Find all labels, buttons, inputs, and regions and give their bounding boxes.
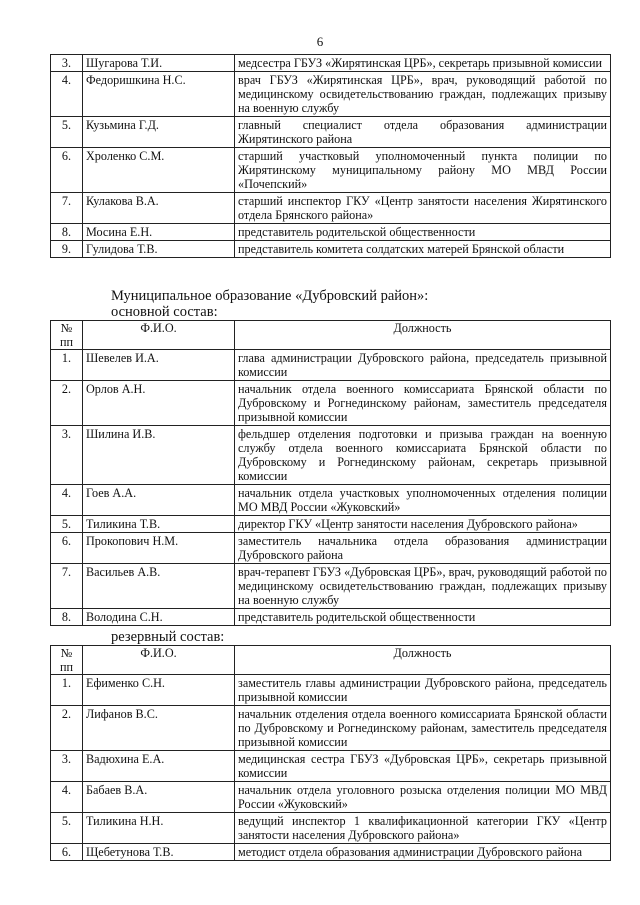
member-position: врач ГБУЗ «Жирятинская ЦРБ», врач, руководящий работой по медицинскому освидетельствованию граждан, подлежащих призыву на военную службу <box>235 72 611 117</box>
member-position: представитель родительской общественности <box>235 609 611 626</box>
row-number: 2. <box>51 381 83 426</box>
table-row <box>51 193 611 224</box>
member-name: Бабаев В.А. <box>83 782 235 813</box>
member-name: Кулакова В.А. <box>83 193 235 224</box>
header-name: Ф.И.О. <box>83 321 235 350</box>
table-row <box>51 72 611 117</box>
member-name: Гоев А.А. <box>83 485 235 516</box>
member-position: глава администрации Дубровского района, председатель призывной комиссии <box>235 350 611 381</box>
reserve-composition-heading: резервный состав: <box>111 629 225 645</box>
row-number: 2. <box>51 706 83 751</box>
reserve-composition-table <box>50 645 611 861</box>
row-number: 5. <box>51 117 83 148</box>
row-number: 3. <box>51 55 83 72</box>
row-number: 8. <box>51 609 83 626</box>
member-name: Орлов А.Н. <box>83 381 235 426</box>
municipality-heading: Муниципальное образование «Дубровский район»: <box>111 288 429 304</box>
row-number: 1. <box>51 675 83 706</box>
row-number: 8. <box>51 224 83 241</box>
member-position: заместитель начальника отдела образования администрации Дубровского района <box>235 533 611 564</box>
member-position: врач-терапевт ГБУЗ «Дубровская ЦРБ», врач, руководящий работой по медицинскому освидетельствованию граждан, подлежащих призыву на военную службу <box>235 564 611 609</box>
member-position: представитель комитета солдатских матерей Брянской области <box>235 241 611 258</box>
member-position: медицинская сестра ГБУЗ «Дубровская ЦРБ», секретарь призывной комиссии <box>235 751 611 782</box>
member-position: медсестра ГБУЗ «Жирятинская ЦРБ», секретарь призывной комиссии <box>235 55 611 72</box>
table-row <box>51 706 611 751</box>
table-row <box>51 675 611 706</box>
table-row <box>51 381 611 426</box>
member-name: Шугарова Т.И. <box>83 55 235 72</box>
table-header-row <box>51 321 611 350</box>
member-name: Хроленко С.М. <box>83 148 235 193</box>
table-header-row <box>51 646 611 675</box>
member-position: старший участковый уполномоченный пункта полиции по Жирятинскому муниципальному району МО МВД России «Почепский» <box>235 148 611 193</box>
row-number: 9. <box>51 241 83 258</box>
member-position: директор ГКУ «Центр занятости населения Дубровского района» <box>235 516 611 533</box>
header-position: Должность <box>235 646 611 675</box>
member-name: Васильев А.В. <box>83 564 235 609</box>
member-position: ведущий инспектор 1 квалификационной категории ГКУ «Центр занятости населения Дубровского района» <box>235 813 611 844</box>
table-body <box>51 350 611 626</box>
row-number: 3. <box>51 426 83 485</box>
table-row <box>51 241 611 258</box>
main-composition-table <box>50 320 611 626</box>
table-row <box>51 751 611 782</box>
member-position: главный специалист отдела образования администрации Жирятинского района <box>235 117 611 148</box>
table-row <box>51 148 611 193</box>
row-number: 7. <box>51 193 83 224</box>
table-row <box>51 516 611 533</box>
member-name: Прокопович Н.М. <box>83 533 235 564</box>
member-position: начальник отдела участковых уполномоченных отделения полиции МО МВД России «Жуковский» <box>235 485 611 516</box>
member-name: Ефименко С.Н. <box>83 675 235 706</box>
member-name: Тиликина Т.В. <box>83 516 235 533</box>
table-row <box>51 426 611 485</box>
row-number: 3. <box>51 751 83 782</box>
header-position: Должность <box>235 321 611 350</box>
table-row <box>51 55 611 72</box>
member-position: начальник отделения отдела военного комиссариата Брянской области по Дубровскому и Рогнединскому районам, заместитель председателя призывной комиссии <box>235 706 611 751</box>
table-row <box>51 224 611 241</box>
header-number: № пп <box>51 646 83 675</box>
member-position: заместитель главы администрации Дубровского района, председатель призывной комиссии <box>235 675 611 706</box>
row-number: 6. <box>51 533 83 564</box>
commission-table-continued <box>50 54 611 258</box>
table-body <box>51 675 611 861</box>
table-row <box>51 782 611 813</box>
member-name: Володина С.Н. <box>83 609 235 626</box>
table-row <box>51 609 611 626</box>
table-row <box>51 533 611 564</box>
member-position: фельдшер отделения подготовки и призыва граждан на военную службу отдела военного комиссариата Брянской области по Дубровскому и Рогнединскому районам, секретарь призывной комиссии <box>235 426 611 485</box>
table-row <box>51 350 611 381</box>
header-number: № пп <box>51 321 83 350</box>
member-name: Мосина Е.Н. <box>83 224 235 241</box>
member-position: начальник отдела военного комиссариата Брянской области по Дубровскому и Рогнединскому районам, заместитель председателя призывной комиссии <box>235 381 611 426</box>
row-number: 6. <box>51 844 83 861</box>
member-name: Лифанов В.С. <box>83 706 235 751</box>
member-name: Шилина И.В. <box>83 426 235 485</box>
row-number: 4. <box>51 72 83 117</box>
table-row <box>51 117 611 148</box>
row-number: 4. <box>51 782 83 813</box>
row-number: 4. <box>51 485 83 516</box>
main-composition-heading: основной состав: <box>111 304 218 320</box>
table-row <box>51 564 611 609</box>
member-position: представитель родительской общественности <box>235 224 611 241</box>
table-row <box>51 485 611 516</box>
member-name: Кузьмина Г.Д. <box>83 117 235 148</box>
table-row <box>51 813 611 844</box>
member-name: Вадюхина Е.А. <box>83 751 235 782</box>
row-number: 7. <box>51 564 83 609</box>
member-position: методист отдела образования администрации Дубровского района <box>235 844 611 861</box>
table-row <box>51 844 611 861</box>
row-number: 5. <box>51 516 83 533</box>
row-number: 1. <box>51 350 83 381</box>
member-name: Шевелев И.А. <box>83 350 235 381</box>
member-name: Федоришкина Н.С. <box>83 72 235 117</box>
member-position: начальник отдела уголовного розыска отделения полиции МО МВД России «Жуковский» <box>235 782 611 813</box>
member-name: Гулидова Т.В. <box>83 241 235 258</box>
member-name: Щебетунова Т.В. <box>83 844 235 861</box>
member-name: Тиликина Н.Н. <box>83 813 235 844</box>
row-number: 6. <box>51 148 83 193</box>
header-name: Ф.И.О. <box>83 646 235 675</box>
table-body <box>51 55 611 258</box>
row-number: 5. <box>51 813 83 844</box>
member-position: старший инспектор ГКУ «Центр занятости населения Жирятинского отдела Брянского района» <box>235 193 611 224</box>
page-number: 6 <box>316 34 324 49</box>
